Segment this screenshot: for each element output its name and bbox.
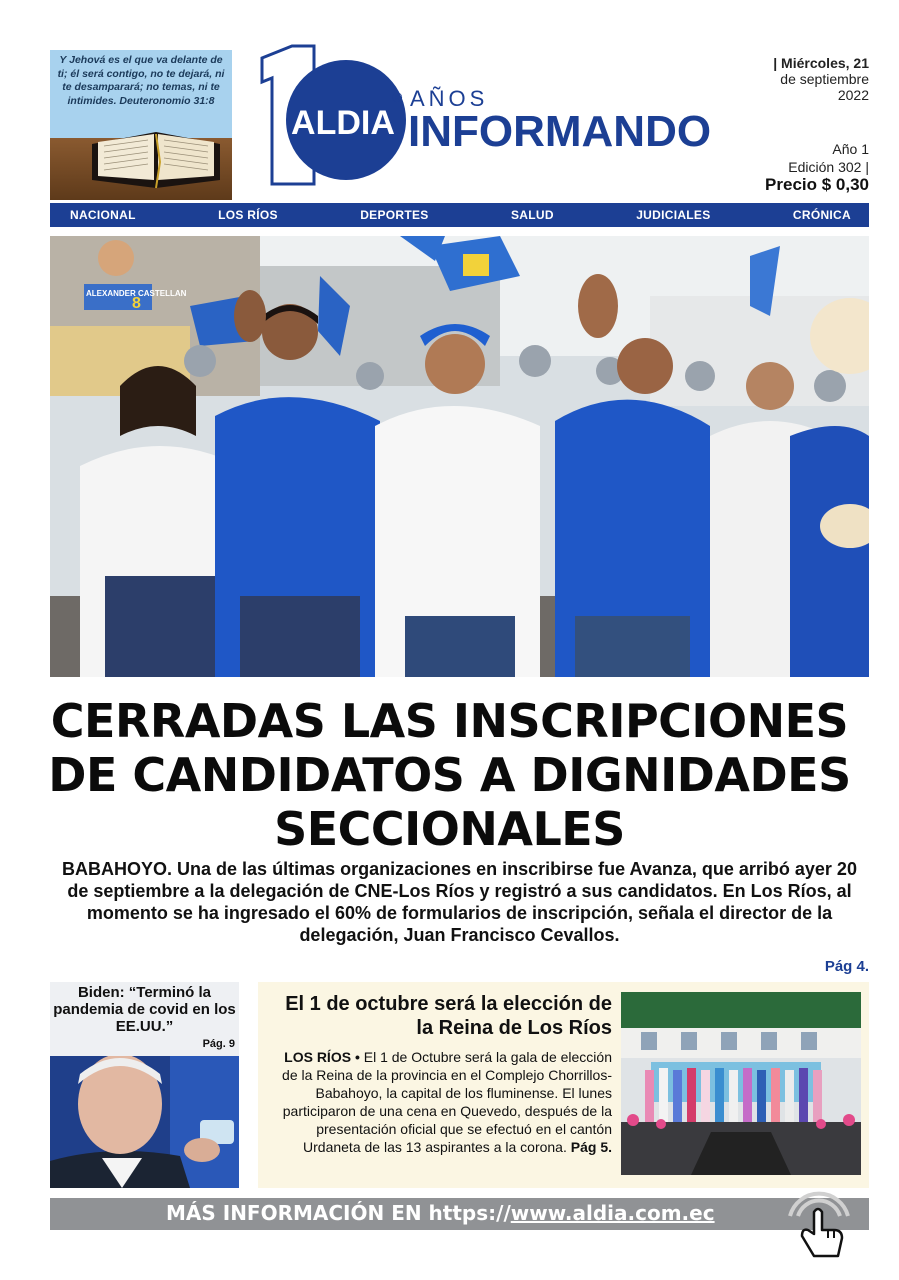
photo-list-number: 8: [132, 295, 141, 312]
masthead-logo: [258, 44, 748, 190]
photo-sign-name: ALEXANDER CASTELLAN: [86, 289, 187, 298]
nav-item-deportes[interactable]: DEPORTES: [360, 208, 429, 222]
headline-lede: BABAHOYO. Una de las últimas organizaciones en inscribirse fue Avanza, que arribó ayer 20 de septiembre a la delegación de CNE-Los Ríos y registró a sus candidatos. En Los Ríos, al momento se ha ingresado el 60% de formularios de inscripción, señala el director de la delegación, Juan Francisco Cevallos.: [62, 859, 857, 945]
reina-body: [268, 1048, 612, 1156]
issue-weekday: | Miércoles, 21: [773, 55, 869, 71]
nav-item-judiciales[interactable]: JUDICIALES: [636, 208, 711, 222]
reina-photo: [621, 992, 861, 1175]
headline-line-1: CERRADAS LAS INSCRIPCIONES: [50, 694, 849, 748]
headline-page-ref[interactable]: Pág 4.: [824, 958, 869, 975]
issue-date: [773, 55, 869, 103]
nav-item-cronica[interactable]: CRÓNICA: [792, 208, 851, 222]
biden-photo: [50, 1056, 239, 1188]
footer-text: [166, 1201, 715, 1225]
issue-price: Precio $ 0,30: [765, 175, 869, 194]
section-nav: [50, 203, 869, 227]
biden-title: Biden: “Terminó la pandemia de covid en los EE.UU.”: [53, 984, 236, 1035]
issue-edition: [765, 140, 869, 194]
nav-item-nacional[interactable]: NACIONAL: [70, 208, 136, 222]
verse-text: Y Jehová es el que va delante de ti; él será contigo, no te dejará, ni te desamparará; no temas, ni te intimides. Deuteronomio 31:8: [57, 54, 225, 107]
verse-box: [50, 50, 232, 200]
reina-text: El 1 de Octubre será la gala de elección de la Reina de la provincia en el Complejo Chorrillos-Babahoyo, la capital de los fluminense. El lunes participaron de una cena en Quevedo, después de la presentación oficial que se efectuó en el cantón Urdaneta de las 13 aspirantes a la corona.: [282, 1049, 612, 1155]
footer-prefix: MÁS INFORMACIÓN EN https://: [166, 1201, 511, 1225]
reina-dateline: LOS RÍOS •: [284, 1049, 360, 1065]
footer-url-link[interactable]: www.aldia.com.ec: [510, 1201, 715, 1225]
reina-story[interactable]: [258, 982, 869, 1188]
nav-item-los-rios[interactable]: LOS RÍOS: [218, 208, 278, 222]
logo-brand: ALDIA: [291, 104, 395, 142]
issue-ano: Año 1: [832, 141, 869, 157]
main-headline: [30, 694, 869, 856]
logo-informando: INFORMANDO: [408, 107, 712, 156]
issue-edicion: Edición 302 |: [788, 159, 869, 175]
reina-page-ref: Pág 5.: [570, 1139, 612, 1155]
headline-line-2: DE CANDIDATOS A DIGNIDADES: [48, 748, 851, 802]
issue-year: 2022: [837, 87, 869, 103]
reina-title: El 1 de octubre será la elección de la Reina de Los Ríos: [285, 993, 612, 1039]
biden-story[interactable]: [50, 982, 239, 1188]
biden-page-ref: Pág. 9: [202, 1038, 235, 1050]
issue-month: de septiembre: [780, 71, 869, 87]
headline-line-3: SECCIONALES: [274, 802, 625, 856]
logo-anos: AÑOS: [410, 86, 489, 111]
footer-bar: [50, 1198, 869, 1230]
nav-item-salud[interactable]: SALUD: [510, 208, 554, 222]
logo-registered: ®: [392, 89, 403, 105]
pointer-hand-icon: [784, 1186, 854, 1264]
main-photo: [50, 236, 869, 677]
bible-icon: [86, 122, 226, 192]
